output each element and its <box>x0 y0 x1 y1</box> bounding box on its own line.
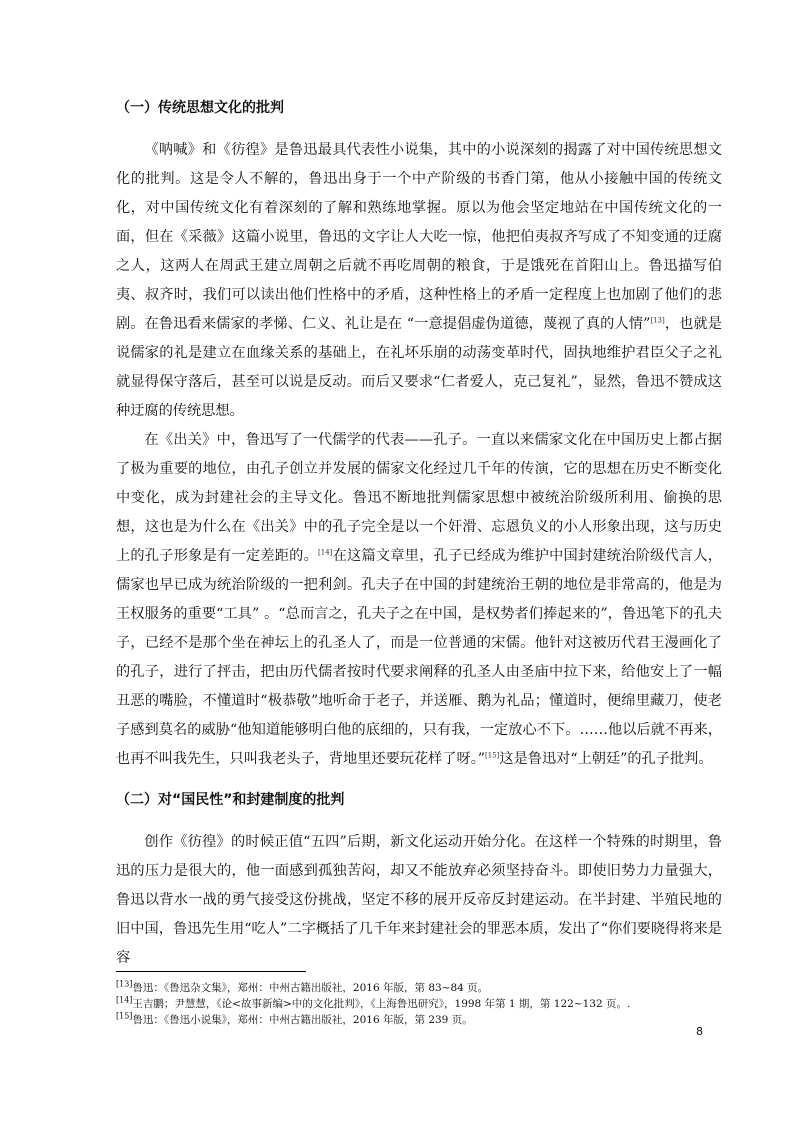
citation-ref[interactable]: [14] <box>318 548 333 557</box>
paragraph-chuguan <box>116 426 722 774</box>
footnotes <box>116 971 722 1028</box>
paragraph-text: 这是鲁迅对“上朝廷”的孔子批判。 <box>499 751 713 767</box>
footnote-13 <box>116 980 722 996</box>
paragraph-text: 在《出关》中，鲁迅写了一代儒学的代表——孔子。一直以来儒家文化在中国历史上都占据了极为重要的地位，由孔子创立并发展的儒家文化经过几千年的传演，它的思想在历史不断变化中变化，成为封建社会的主导文化。鲁迅不断地批判儒家思想中被统治阶级所利用、偷换的思想，这也是为什么在《出关》中的孔子完全是以一个奸滑、忘恩负义的小人形象出现，这与历史上的孔子形象是有一定差距的。 <box>116 432 722 564</box>
paragraph-nahan-panghuang <box>116 136 722 426</box>
citation-ref[interactable]: [15] <box>485 751 500 760</box>
page-body <box>116 96 722 973</box>
footnote-divider <box>116 971 306 972</box>
paragraph-text: 《呐喊》和《彷徨》是鲁迅最具代表性小说集，其中的小说深刻的揭露了对中国传统思想文化的批判。这是令人不解的，鲁迅出身于一个中产阶级的书香门第，他从小接触中国的传统文化，对中国传统文化有着深刻的了解和熟练地掌握。原以为他会坚定地站在中国传统文化的一面，但在《采薇》这篇小说里，鲁迅的文字让人大吃一惊，他把伯夷叔齐写成了不知变通的迂腐之人，这两人在周武王建立周朝之后就不再吃周朝的粮食，于是饿死在首阳山上。鲁迅描写伯夷、叔齐时，我们可以读出他们性格中的矛盾，这种性格上的矛盾一定程度上也加剧了他们的悲剧。在鲁迅看来儒家的孝悌、仁义、礼让是在 “一意提倡虚伪道德，蔑视了真的人情” <box>116 142 722 332</box>
footnote-15 <box>116 1012 722 1028</box>
paragraph-text: 在这篇文章里，孔子已经成为维护中国封建统治阶级代言人，儒家也早已成为统治阶级的一把利剑。孔夫子在中国的封建统治王朝的地位是非常高的，他是为王权服务的重要“工具” 。“总而言之，孔夫子之在中国，是权势者们捧起来的”，鲁迅笔下的孔夫子，已经不是那个坐在神坛上的孔圣人了，而是一位普通的宋儒。他针对这被历代君王漫画化了的孔子，进行了抨击，把由历代儒者按时代要求阐释的孔圣人由圣庙中拉下来，给他安上了一幅丑恶的嘴脸，不懂道时“极恭敬”地听命于老子，并送雁、鹅为礼品；懂道时，便绵里藏刀，使老子感到莫名的威胁“他知道能够明白他的底细的，只有我，一定放心不下。……他以后就不再来，也再不叫我先生，只叫我老头子，背地里还要玩花样了呀。” <box>116 548 722 767</box>
footnote-14 <box>116 996 722 1012</box>
footnote-mark: [14] <box>116 995 133 1005</box>
section-heading-national-character: （二）对“国民性”和封建制度的批判 <box>116 792 345 808</box>
citation-ref[interactable]: [13] <box>650 316 665 325</box>
footnote-mark: [15] <box>116 1011 133 1021</box>
paragraph-text: ，也就是说儒家的礼是建立在血缘关系的基础上，在礼坏乐崩的动荡变革时代，固执地维护君臣父子之礼就显得保守落后，甚至可以说是反动。而后又要求“仁者爱人，克己复礼”，显然，鲁迅不赞成这种迂腐的传统思想。 <box>116 316 722 419</box>
paragraph-panghuang-creation: 创作《彷徨》的时候正值“五四”后期，新文化运动开始分化。在这样一个特殊的时期里，鲁迅的压力是很大的，他一面感到孤独苦闷，却又不能放弃必须坚持奋斗。即使旧势力力量强大，鲁迅以背水一战的勇气接受这份挑战，坚定不移的展开反帝反封建运动。在半封建、半殖民地的旧中国，鲁迅先生用“吃人”二字概括了几千年来封建社会的罪恶本质，发出了“你们要晓得将来是容 <box>116 834 722 966</box>
footnote-text: 鲁迅：《鲁迅杂文集》，郑州：中州古籍出版社，2016 年版，第 83~84 页。 <box>132 982 489 994</box>
section-heading-traditional-culture: （一）传统思想文化的批判 <box>116 100 284 116</box>
footnote-mark: [13] <box>116 979 133 989</box>
page-number: 8 <box>696 1025 703 1038</box>
footnote-text: 王吉鹏；尹慧慧，《论<故事新编>中的文化批判》，《上海鲁迅研究》，1998 年第 1 期，第 122~132 页。. <box>132 998 631 1010</box>
footnote-text: 鲁迅：《鲁迅小说集》，郑州：中州古籍出版社，2016 年版，第 239 页。 <box>132 1014 473 1026</box>
